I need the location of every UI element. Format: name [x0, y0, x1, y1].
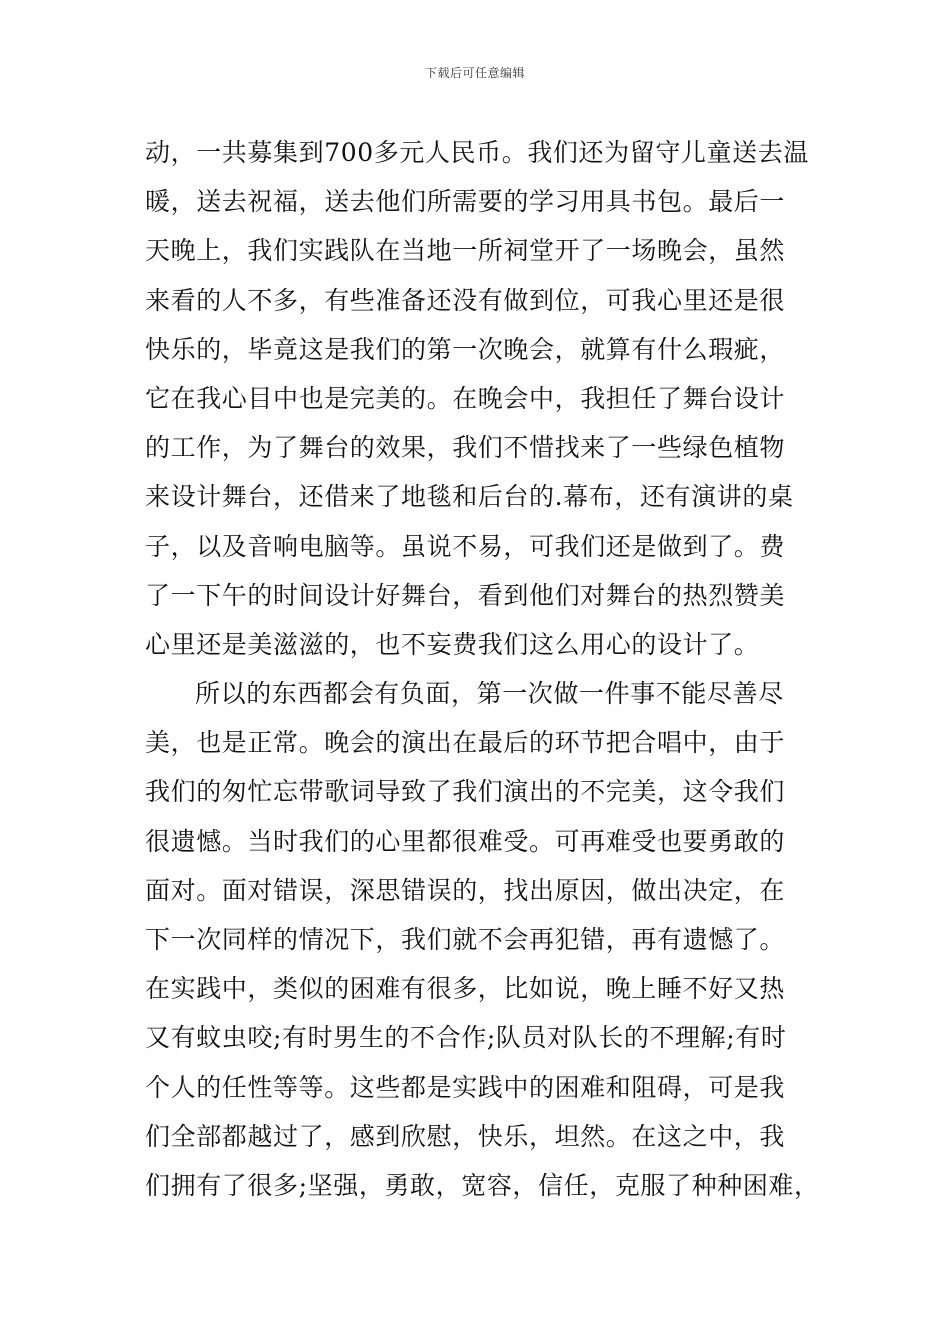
text-line: 们拥有了很多;坚强，勇敢，宽容，信任，克服了种种困难，: [145, 1170, 820, 1200]
text-line: 它在我心目中也是完美的。在晚会中，我担任了舞台设计: [145, 383, 786, 413]
text-line: 的工作，为了舞台的效果，我们不惜找来了一些绿色植物: [145, 433, 786, 463]
paragraph-start-line: 所以的东西都会有负面，第一次做一件事不能尽善尽: [195, 679, 784, 709]
text-line: 面对。面对错误，深思错误的，找出原因，做出决定，在: [145, 875, 786, 905]
text-line: 心里还是美滋滋的，也不妄费我们这么用心的设计了。: [145, 629, 760, 659]
text-line: 天晚上，我们实践队在当地一所祠堂开了一场晚会，虽然: [145, 236, 786, 266]
text-line: 下一次同样的情况下，我们就不会再犯错，再有遗憾了。: [145, 925, 786, 954]
text-line: 我们的匆忙忘带歌词导致了我们演出的不完美，这令我们: [145, 777, 786, 807]
text-line: 个人的任性等等。这些都是实践中的困难和阻碍，可是我: [145, 1072, 786, 1102]
text-line: 在实践中，类似的困难有很多，比如说，晚上睡不好又热: [145, 974, 786, 1004]
text-line: 很遗憾。当时我们的心里都很难受。可再难受也要勇敢的: [145, 826, 786, 856]
text-line: 们全部都越过了，感到欣慰，快乐，坦然。在这之中，我: [145, 1121, 786, 1151]
text-line: 来设计舞台，还借来了地毯和后台的.幕布，还有演讲的桌: [145, 482, 794, 512]
text-line: 暖，送去祝福，送去他们所需要的学习用具书包。最后一: [145, 187, 786, 217]
text-line: 子，以及音响电脑等。虽说不易，可我们还是做到了。费: [145, 531, 786, 561]
text-line: 快乐的，毕竟这是我们的第一次晚会，就算有什么瑕疵，: [145, 334, 786, 364]
document-body: [145, 128, 825, 1210]
page-header: 下载后可任意编辑: [424, 66, 525, 80]
text-line: 了一下午的时间设计好舞台，看到他们对舞台的热烈赞美: [145, 580, 786, 610]
text-line: 来看的人不多，有些准备还没有做到位，可我心里还是很: [145, 285, 786, 315]
text-line: 动，一共募集到700多元人民币。我们还为留守儿童送去温: [145, 138, 809, 167]
text-line: 美，也是正常。晚会的演出在最后的环节把合唱中，由于: [145, 728, 786, 758]
text-line: 又有蚊虫咬;有时男生的不合作;队员对队长的不理解;有时: [145, 1023, 787, 1053]
